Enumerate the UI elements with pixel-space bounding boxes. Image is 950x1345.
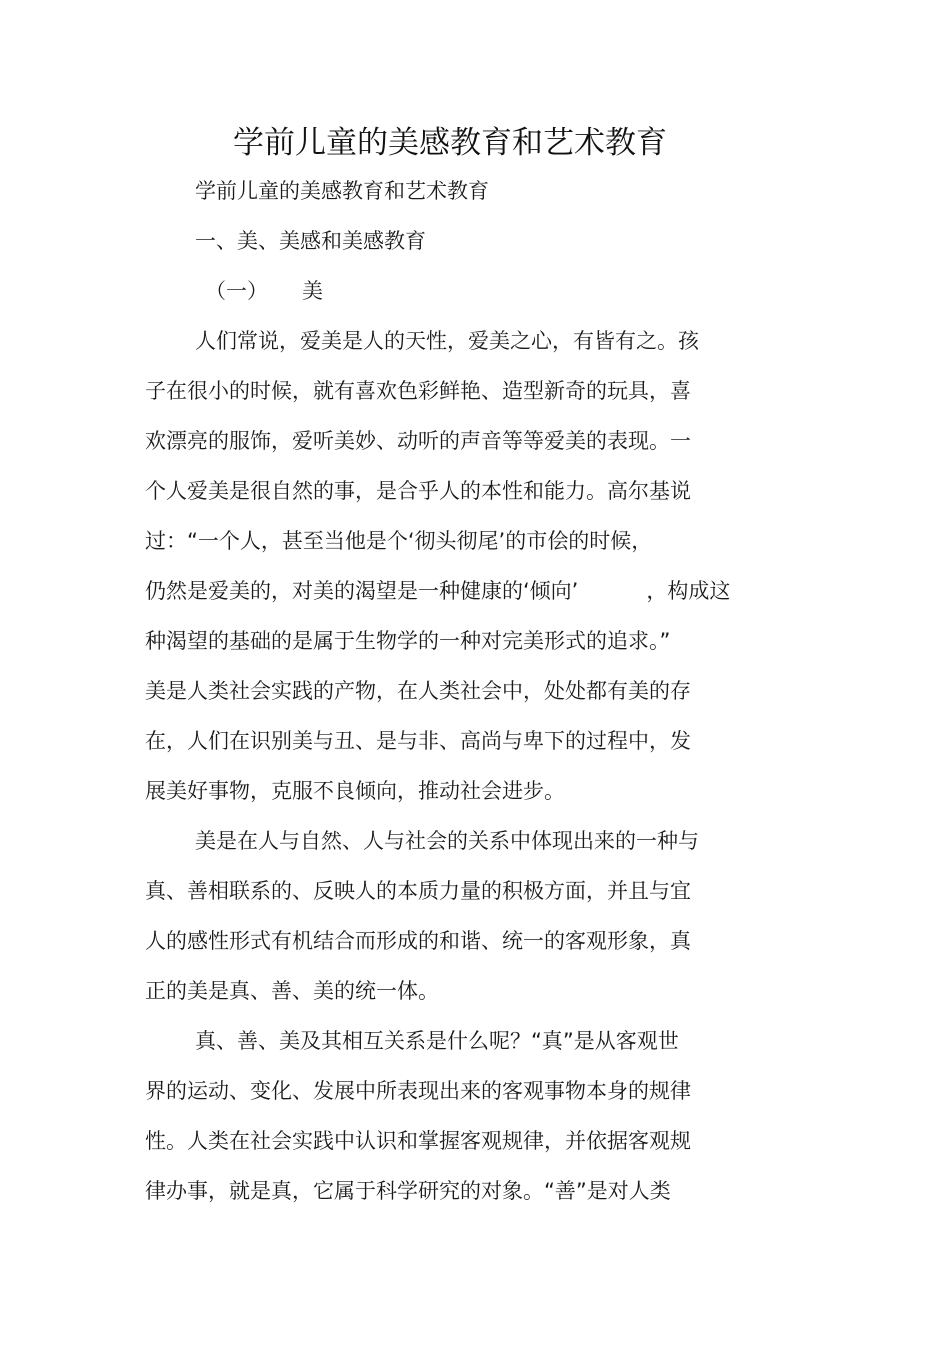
paragraph-line: 性。人类在社会实践中认识和掌握客观规律，并依据客观规	[145, 1129, 691, 1153]
paragraph-line	[145, 576, 730, 606]
paragraph-line: 人们常说，爱美是人的天性，爱美之心，有皆有之。孩	[195, 329, 699, 353]
paragraph-text: ，构成这	[646, 579, 731, 603]
subsection-label: （一）	[205, 279, 268, 303]
paragraph-line: 欢漂亮的服饰，爱听美妙、动听的声音等等爱美的表现。一	[145, 429, 691, 453]
paragraph-line: 展美好事物，克服不良倾向，推动社会进步。	[145, 779, 565, 803]
paragraph-line: 子在很小的时候，就有喜欢色彩鲜艳、造型新奇的玩具，喜	[145, 379, 691, 403]
paragraph-line: 过：“一个人，甚至当他是个‘彻头彻尾’的市侩的时候，	[145, 529, 653, 553]
paragraph-line: 真、善相联系的、反映人的本质力量的积极方面，并且与宜	[145, 879, 691, 903]
subsection-heading	[205, 276, 323, 306]
paragraph-line: 人的感性形式有机结合而形成的和谐、统一的客观形象，真	[145, 929, 691, 953]
paragraph-line: 在，人们在识别美与丑、是与非、高尚与卑下的过程中，发	[145, 729, 691, 753]
section-heading: 一、美、美感和美感教育	[195, 229, 426, 253]
paragraph-line: 界的运动、变化、发展中所表现出来的客观事物本身的规律	[145, 1079, 691, 1103]
subsection-title: 美	[302, 279, 323, 303]
paragraph-text: 仍然是爱美的，对美的渴望是一种健康的‘倾向’	[145, 579, 579, 603]
paragraph-line: 个人爱美是很自然的事，是合乎人的本性和能力。高尔基说	[145, 479, 691, 503]
paragraph-line: 种渴望的基础的是属于生物学的一种对完美形式的追求。”	[145, 629, 671, 653]
paragraph-line: 正的美是真、善、美的统一体。	[145, 979, 439, 1003]
document-title: 学前儿童的美感教育和艺术教育	[233, 125, 667, 161]
paragraph-line: 美是人类社会实践的产物，在人类社会中，处处都有美的存	[145, 679, 691, 703]
document-subtitle: 学前儿童的美感教育和艺术教育	[195, 179, 489, 203]
paragraph-line: 美是在人与自然、人与社会的关系中体现出来的一种与	[195, 829, 699, 853]
paragraph-line: 律办事，就是真，它属于科学研究的对象。“善”是对人类	[145, 1179, 671, 1203]
paragraph-line: 真、善、美及其相互关系是什么呢？“真”是从客观世	[195, 1029, 679, 1053]
